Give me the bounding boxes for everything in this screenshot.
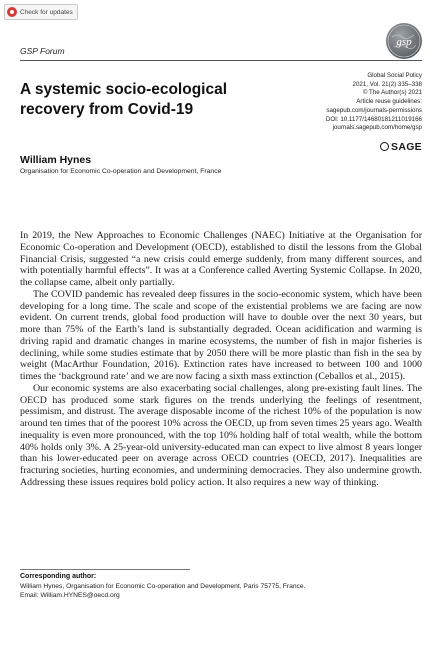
- header-rule: [20, 60, 422, 61]
- body-paragraph: The COVID pandemic has revealed deep fissures in the socio-economic system, which have been developing for a long time. The scale and scope of the existential problems we are facing are now evident. On current trends, global food production will have to double over the next 30 years, but more than 75% of the Earth’s land is substantially degraded. Ocean acidification and warming is driving rapid and dramatic changes in marine ecosystems, the number of fish in major fisheries is declining, while some studies estimate that by 2050 there will be more plastic than fish in the sea by weight (MacArthur Foundation, 2016). Extinction rates have increased to between 100 and 1000 times the ‘background rate’ and we are now facing a sixth mass extinction (Ceballos et al., 2015).: [20, 288, 422, 382]
- corresponding-author-address: William Hynes, Organisation for Economic Co-operation and Development, Paris 75775, France.: [20, 583, 306, 590]
- corresponding-author-email[interactable]: Email: William.HYNES@oecd.org: [20, 592, 120, 599]
- permissions-link[interactable]: sagepub.com/journals-permissions: [326, 106, 422, 114]
- sage-icon: [380, 142, 389, 151]
- check-for-updates-badge[interactable]: [4, 4, 78, 20]
- journal-home-link[interactable]: journals.sagepub.com/home/gsp: [332, 124, 422, 132]
- footnote-rule: [20, 569, 190, 570]
- author-name: William Hynes: [20, 154, 92, 166]
- corresponding-author-label: Corresponding author:: [20, 573, 97, 580]
- journal-name: Global Social Policy: [367, 72, 422, 79]
- volume-info: 2021, Vol. 21(2) 335–338: [352, 80, 422, 88]
- check-updates-icon: [7, 7, 17, 17]
- reuse-guidelines-label: Article reuse guidelines:: [356, 98, 422, 106]
- article-title: A systemic socio-ecological recovery from Covid-19: [20, 81, 228, 118]
- doi-link[interactable]: DOI: 10.1177/14680181211019166: [325, 115, 422, 123]
- article-metadata: [272, 72, 422, 133]
- body-paragraph: Our economic systems are also exacerbating social challenges, along pre-existing fault lines. The OECD has produced some stark figures on the trends underlying the feelings of resentment, pessimism, and distrust. The average disposable income of the richest 10% of the population is now around ten times that of the poorest 10% across the OECD, up from seven times 25 years ago. Wealth inequality is even more pronounced, with the top 10% holding half of total wealth, while the bottom 40% holds only 3%. A 25-year-old university-educated man can expect to live almost 8 years longer than his lower-educated peer on average across OECD countries (OECD, 2017). Inequalities are fracturing societies, hurting economies, and undermining democracies. They also undermine growth. Addressing these issues requires bold policy action. It also requires a new way of thinking.: [20, 382, 422, 488]
- copyright: © The Author(s) 2021: [362, 89, 422, 97]
- author-affiliation: Organisation for Economic Co-operation and Development, France: [20, 168, 222, 175]
- check-for-updates-label: Check for updates: [20, 8, 73, 16]
- publisher-name: SAGE: [391, 140, 422, 153]
- article-body: [20, 230, 422, 489]
- journal-section-label: GSP Forum: [20, 46, 65, 56]
- gsp-journal-logo: [386, 23, 422, 59]
- body-paragraph: In 2019, the New Approaches to Economic Challenges (NAEC) Initiative at the Organisation for Economic Co-operation and Development (OECD), established to distil the lessons from the Global Financial Crisis, suggested “a new crisis could emerge suddenly, from many different sources, and with potentially harmful effects”. It was at a Conference called Averting Systemic Collapse. In 2020, the collapse came, albeit only partially.: [20, 230, 422, 288]
- publisher-logo: [380, 141, 422, 152]
- svg-text:gsp: gsp: [396, 36, 412, 48]
